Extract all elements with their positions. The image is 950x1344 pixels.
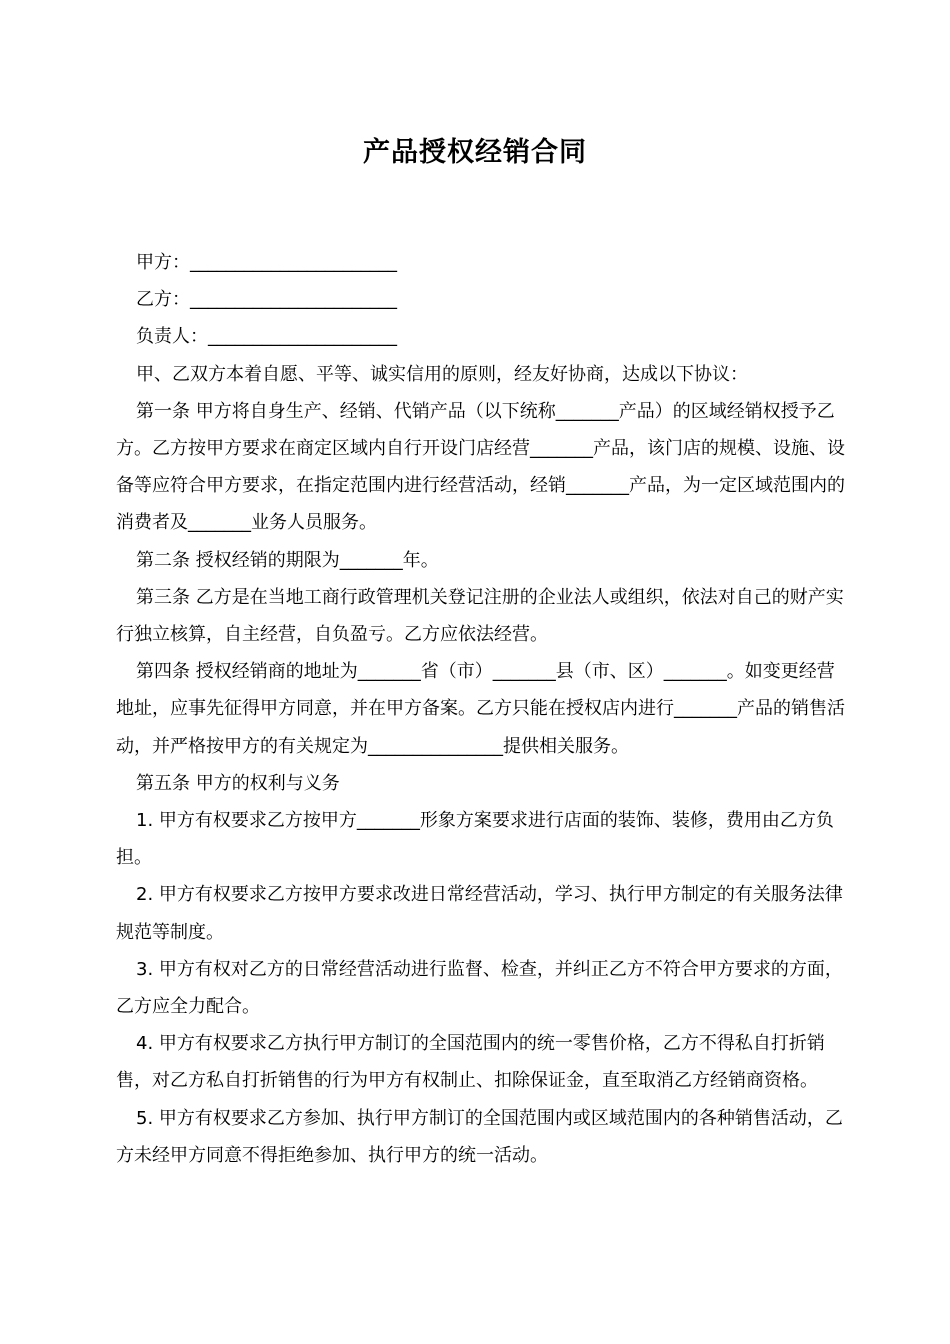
article-5-item-1: 1. 甲方有权要求乙方按甲方_______形象方案要求进行店面的装饰、装修，费用由乙方负担。	[116, 810, 834, 869]
article-5-item-3: 3. 甲方有权对乙方的日常经营活动进行监督、检查，并纠正乙方不符合甲方要求的方面，乙方应全力配合。	[116, 958, 843, 1018]
article-3-paragraph: 第三条 乙方是在当地工商行政管理机关登记注册的企业法人或组织，依法对自己的财产实行独立核算，自主经营，自负盈亏。乙方应依法经营。	[116, 586, 844, 646]
preamble-paragraph: 甲、乙双方本着自愿、平等、诚实信用的原则，经友好协商，达成以下协议：	[136, 363, 748, 385]
article-1-paragraph: 第一条 甲方将自身生产、经销、代销产品（以下统称_______产品）的区域经销权授予乙方。乙方按甲方要求在商定区域内自行开设门店经营_______产品，该门店的规模、设施、设备等应符合甲方要求，在指定范围内进行经营活动，经销_______产品，为一定区域范围内的消费者及_______业务人员服务。	[116, 400, 845, 534]
article-5-item-2: 2. 甲方有权要求乙方按甲方要求改进日常经营活动，学习、执行甲方制定的有关服务法律规范等制度。	[116, 884, 843, 943]
article-2-paragraph: 第二条 授权经销的期限为_______年。	[136, 549, 439, 571]
article-5-heading: 第五条 甲方的权利与义务	[136, 772, 340, 794]
document-title: 产品授权经销合同	[363, 137, 587, 168]
document-body	[116, 244, 851, 1174]
article-5-item-4: 4. 甲方有权要求乙方执行甲方制订的全国范围内的统一零售价格，乙方不得私自打折销售，对乙方私自打折销售的行为甲方有权制止、扣除保证金，直至取消乙方经销商资格。	[116, 1033, 825, 1092]
responsible-person-line: 负责人：_____________________	[136, 326, 397, 348]
article-5-item-5: 5. 甲方有权要求乙方参加、执行甲方制订的全国范围内或区域范围内的各种销售活动，乙方未经甲方同意不得拒绝参加、执行甲方的统一活动。	[116, 1107, 843, 1166]
party-b-line: 乙方：_______________________	[136, 289, 397, 311]
party-a-line: 甲方：_______________________	[136, 252, 397, 273]
article-4-paragraph: 第四条 授权经销商的地址为_______省（市）_______县（市、区）_______。如变更经营地址，应事先征得甲方同意，并在甲方备案。乙方只能在授权店内进行_______产品的销售活动，并严格按甲方的有关规定为_______________提供相关服务。	[116, 661, 845, 757]
